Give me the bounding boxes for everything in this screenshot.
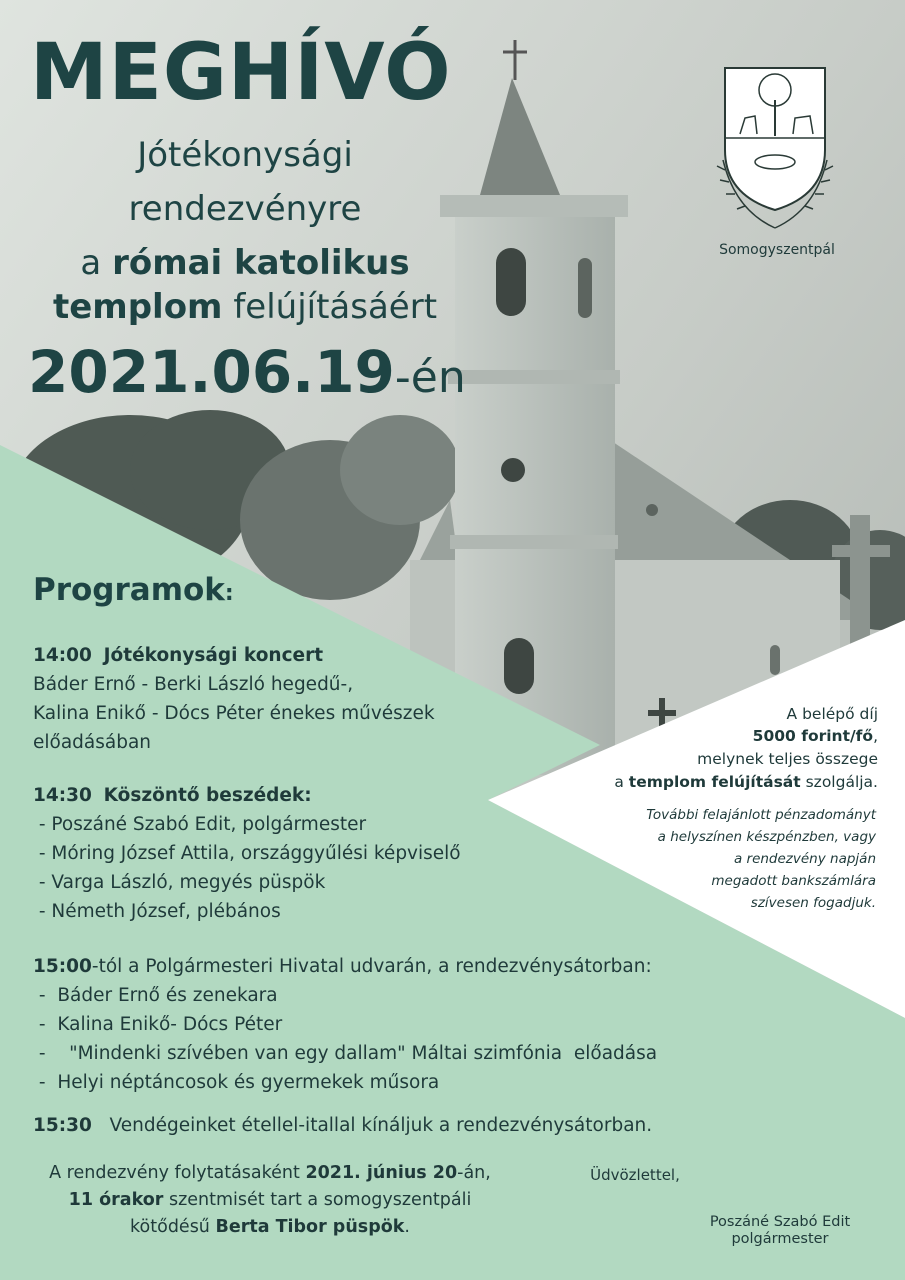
program-line: - Poszáné Szabó Edit, polgármester — [33, 814, 367, 835]
coat-of-arms-icon — [705, 60, 845, 240]
program-item-1400: 14:00 Jótékonysági koncert — [33, 645, 324, 666]
fee-amount: 5000 forint/fő, — [752, 727, 878, 745]
fee-note-line: megadott bankszámlára — [711, 873, 876, 889]
signer-name: Poszáné Szabó Edit — [709, 1214, 851, 1230]
subtitle-line-3: a római katolikus — [80, 243, 410, 283]
fee-note-line: szívesen fogadjuk. — [750, 895, 876, 911]
program-line: Báder Ernő - Berki László hegedű-, — [33, 674, 354, 695]
footer-line-2: 11 órakor szentmisét tart a somogyszentpáli — [68, 1190, 472, 1210]
program-line: - Kalina Enikő- Dócs Péter — [33, 1014, 283, 1035]
fee-note-line: a helyszínen készpénzben, vagy — [657, 829, 876, 845]
program-title: Programok: — [33, 572, 234, 608]
program-line: Kalina Enikő - Dócs Péter énekes művészek — [33, 703, 435, 724]
program-item-1530: 15:30 Vendégeinket étellel-itallal kínáljuk a rendezvénysátorban. — [33, 1115, 653, 1136]
footer-line-3: kötődésű Berta Tibor püspök. — [130, 1217, 410, 1237]
program-line: - "Mindenki szívében van egy dallam" Máltai szimfónia előadása — [33, 1043, 658, 1064]
fee-line-1: A belépő díj — [786, 705, 878, 723]
event-date: 2021.06.19-én — [28, 338, 466, 406]
program-item-1430: 14:30 Köszöntő beszédek: — [33, 785, 312, 806]
program-line: - Móring József Attila, országgyűlési képviselő — [33, 843, 461, 864]
fee-note-line: a rendezvény napján — [733, 851, 876, 867]
subtitle-line-4: templom felújításáért — [52, 287, 438, 327]
fee-line-4: a templom felújítását szolgálja. — [614, 773, 878, 791]
program-line: - Báder Ernő és zenekara — [33, 985, 278, 1006]
signer-title: polgármester — [731, 1231, 829, 1247]
program-line: - Varga László, megyés püspök — [33, 872, 326, 893]
program-line: előadásában — [33, 732, 152, 753]
program-line: - Németh József, plébános — [33, 901, 281, 922]
invitation-title: MEGHÍVÓ — [30, 28, 452, 118]
fee-line-3: melynek teljes összege — [697, 750, 878, 768]
footer-line-1: A rendezvény folytatásaként 2021. június 20-án, — [49, 1163, 491, 1183]
coat-of-arms-label: Somogyszentpál — [719, 242, 835, 258]
program-item-1500: 15:00-tól a Polgármesteri Hivatal udvarán, a rendezvénysátorban: — [33, 956, 652, 977]
fee-note-line: További felajánlott pénzadományt — [646, 807, 876, 823]
greeting: Üdvözlettel, — [590, 1166, 680, 1184]
subtitle-line-1: Jótékonysági — [137, 135, 353, 175]
program-line: - Helyi néptáncosok és gyermekek műsora — [33, 1072, 440, 1093]
subtitle-line-2: rendezvényre — [128, 189, 362, 229]
